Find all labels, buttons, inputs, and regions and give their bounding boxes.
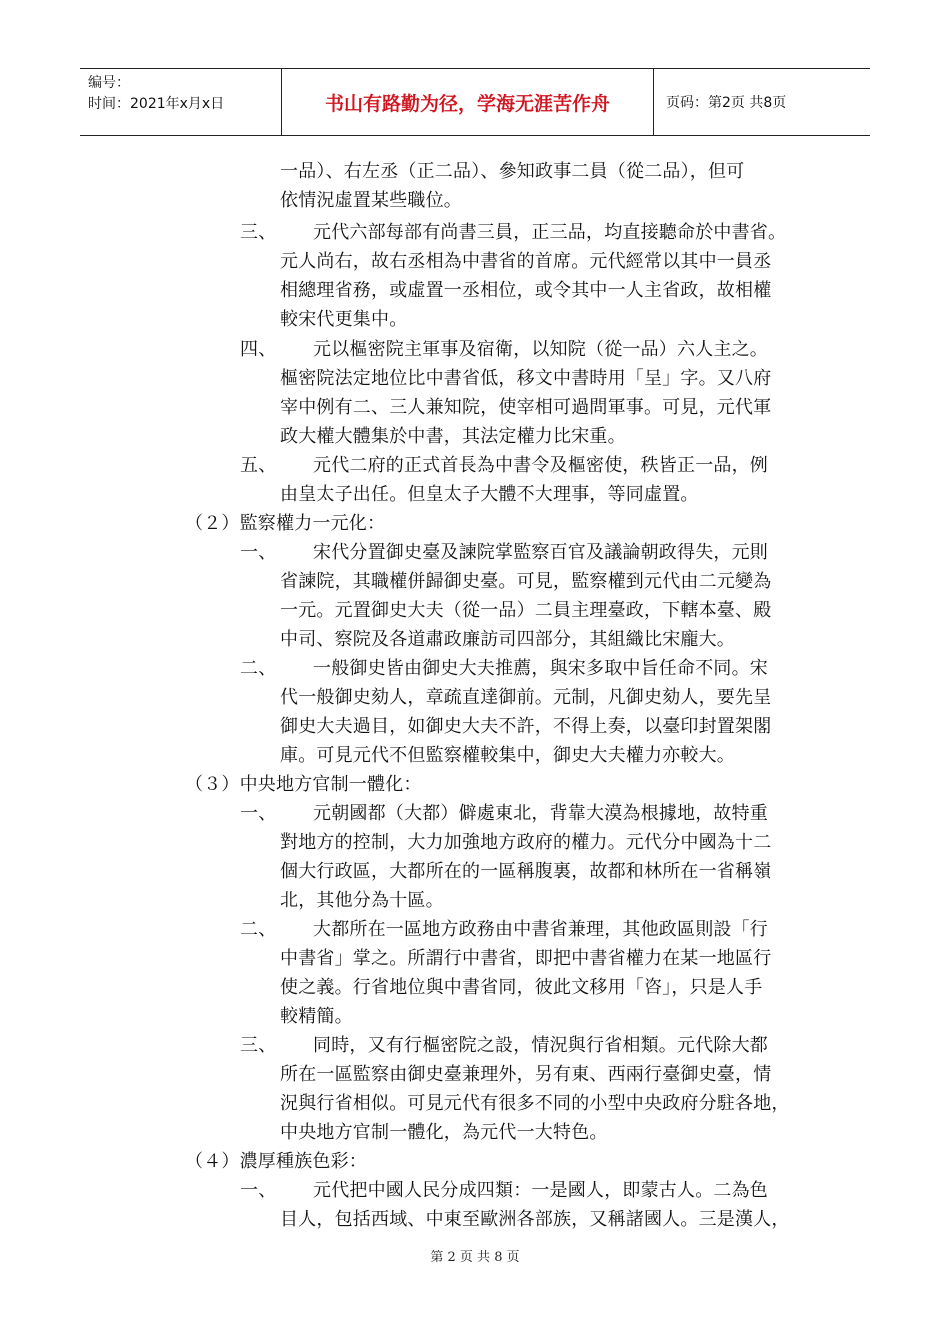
- body-line: 元代把中國人民分成四類：一是國人，即蒙古人。二為色: [313, 1180, 768, 1201]
- body-line: 較宋代更集中。: [280, 309, 408, 330]
- body-line: 使之義。行省地位與中書省同，彼此文移用「咨」，只是人手: [280, 977, 763, 998]
- body-line: 相總理省務，或虛置一丞相位，或令其中一人主省政，故相權: [280, 280, 772, 301]
- body-line: 況與行省相似。可見元代有很多不同的小型中央政府分駐各地，: [280, 1093, 790, 1114]
- section-heading: （４）濃厚種族色彩：: [185, 1151, 367, 1172]
- body-line: 樞密院法定地位比中書省低，移文中書時用「呈」字。又八府: [280, 368, 772, 389]
- body-line: 宋代分置御史臺及諫院掌監察百官及議論朝政得失，元則: [313, 542, 768, 563]
- body-line: 元朝國都（大都）僻處東北，背靠大漠為根據地，故特重: [313, 803, 768, 824]
- list-marker: 二、: [240, 658, 277, 679]
- body-line: 政大權大體集於中書，其法定權力比宋重。: [280, 426, 626, 447]
- body-line: 由皇太子出任。但皇太子大體不大理事，等同虛置。: [280, 484, 699, 505]
- section-heading: （３）中央地方官制一體化：: [185, 774, 422, 795]
- document-number: 编号：: [88, 75, 130, 91]
- body-line: 元代二府的正式首長為中書令及樞密使，秩皆正一品，例: [313, 455, 768, 476]
- body-line: 中央地方官制一體化，為元代一大特色。: [280, 1122, 608, 1143]
- body-line: 元代六部每部有尚書三員，正三品，均直接聽命於中書省。: [313, 222, 787, 243]
- body-line: 依情況虛置某些職位。: [280, 190, 462, 211]
- body-line: 中書省」掌之。所謂行中書省，即把中書省權力在某一地區行: [280, 948, 772, 969]
- body-line: 同時，又有行樞密院之設，情況與行省相類。元代除大都: [313, 1035, 768, 1056]
- body-line: 一品）、右左丞（正二品）、參知政事二員（從二品），但可: [280, 161, 745, 182]
- list-marker: 一、: [240, 542, 277, 563]
- body-line: 代一般御史劾人，章疏直達御前。元制，凡御史劾人，要先呈: [280, 687, 772, 708]
- header-page-info: 页码：第2页 共8页: [666, 95, 787, 111]
- body-line: 元人尚右，故右丞相為中書省的首席。元代經常以其中一員丞: [280, 251, 772, 272]
- list-marker: 三、: [240, 1035, 277, 1056]
- body-line: 較精簡。: [280, 1006, 353, 1027]
- list-marker: 四、: [240, 339, 277, 360]
- body-line: 省諫院，其職權併歸御史臺。可見，監察權到元代由二元變為: [280, 571, 772, 592]
- header-meta: [80, 69, 282, 135]
- document-date: 时间：2021年x月x日: [88, 96, 225, 112]
- page-footer: 第 2 页 共 8 页: [430, 1250, 520, 1265]
- body-line: 目人，包括西域、中東至歐洲各部族，又稱諸國人。三是漢人，: [280, 1209, 790, 1230]
- section-heading: （２）監察權力一元化：: [185, 513, 386, 534]
- body-line: 所在一區監察由御史臺兼理外，另有東、西兩行臺御史臺，情: [280, 1064, 772, 1085]
- list-marker: 一、: [240, 1180, 277, 1201]
- body-line: 庫。可見元代不但監察權較集中，御史大夫權力亦較大。: [280, 745, 735, 766]
- list-marker: 三、: [240, 222, 277, 243]
- body-line: 宰中例有二、三人兼知院，使宰相可過問軍事。可見，元代軍: [280, 397, 772, 418]
- document-header: [80, 68, 870, 136]
- list-marker: 五、: [240, 455, 277, 476]
- body-line: 中司、察院及各道肅政廉訪司四部分，其組織比宋龐大。: [280, 629, 735, 650]
- body-line: 對地方的控制，大力加強地方政府的權力。元代分中國為十二: [280, 832, 772, 853]
- list-marker: 一、: [240, 803, 277, 824]
- body-line: 個大行政區，大都所在的一區稱腹裏，故都和林所在一省稱嶺: [280, 861, 772, 882]
- header-motto: 书山有路勤为径，学海无涯苦作舟: [282, 69, 654, 135]
- body-line: 元以樞密院主軍事及宿衛，以知院（從一品）六人主之。: [313, 339, 768, 360]
- body-line: 一元。元置御史大夫（從一品）二員主理臺政，下轄本臺、殿: [280, 600, 772, 621]
- body-line: 北，其他分為十區。: [280, 890, 444, 911]
- body-line: 大都所在一區地方政務由中書省兼理，其他政區則設「行: [313, 919, 768, 940]
- list-marker: 二、: [240, 919, 277, 940]
- body-line: 一般御史皆由御史大夫推薦，與宋多取中旨任命不同。宋: [313, 658, 768, 679]
- body-line: 御史大夫過目，如御史大夫不許，不得上奏，以臺印封置架閣: [280, 716, 772, 737]
